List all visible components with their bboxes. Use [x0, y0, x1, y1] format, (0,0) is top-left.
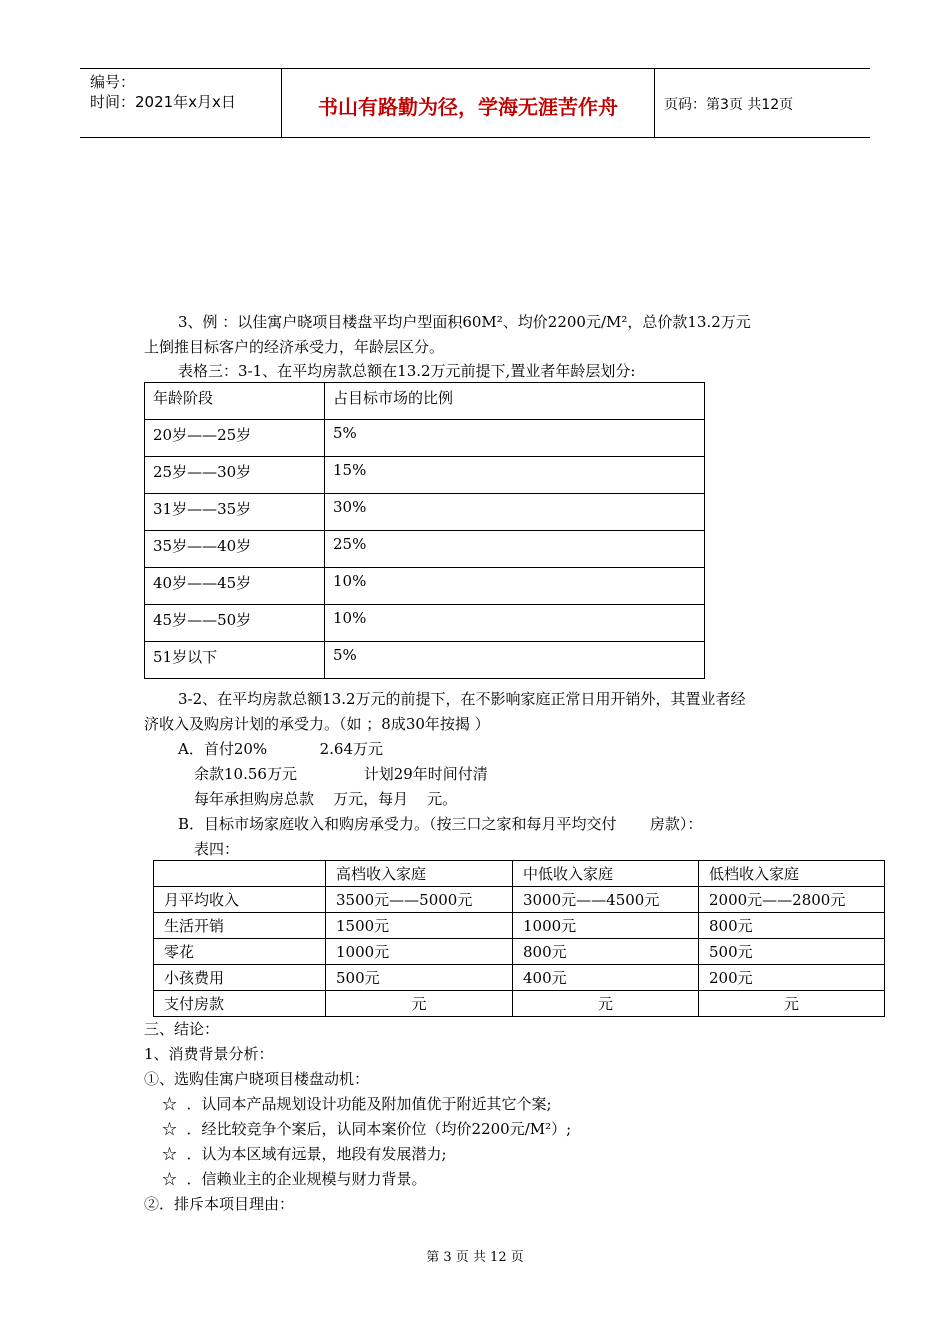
item-a-line1: A．首付20% 2.64万元	[178, 740, 384, 758]
table-cell: 月平均收入	[154, 887, 326, 913]
table-cell: 10%	[325, 605, 705, 642]
header-motto: 书山有路勤为径，学海无涯苦作舟	[318, 95, 618, 119]
table-header-row	[145, 383, 705, 420]
item-b-line: B．目标市场家庭收入和购房承受力。（按三口之家和每月平均交付 房款）：	[178, 815, 703, 833]
table-cell: 小孩费用	[154, 965, 326, 991]
table-cell: 支付房款	[154, 991, 326, 1017]
table-cell: 元	[699, 991, 885, 1017]
table-header-cell	[154, 861, 326, 887]
table-cell: 2000元——2800元	[699, 887, 885, 913]
table-cell: 400元	[513, 965, 699, 991]
paragraph-32-line2: 济收入及购房计划的承受力。（如 ；8成30年按揭 ）	[144, 715, 490, 733]
paragraph-example-line1: 3、例 ：以佳寓户晓项目楼盘平均户型面积60M²、均价2200元/M²，总价款13.2万元	[178, 313, 751, 331]
table-header-row	[154, 861, 885, 887]
table-cell: 40岁——45岁	[145, 568, 325, 605]
table-cell: 15%	[325, 457, 705, 494]
table-row	[145, 494, 705, 531]
table-cell: 31岁——35岁	[145, 494, 325, 531]
table3-caption: 表格三：3-1、在平均房款总额在13.2万元前提下,置业者年龄层划分:	[178, 362, 636, 380]
table-cell: 生活开销	[154, 913, 326, 939]
table-row	[145, 568, 705, 605]
table-cell: 元	[513, 991, 699, 1017]
table-row	[145, 420, 705, 457]
table-header-cell: 高档收入家庭	[326, 861, 513, 887]
subsection-rejection: ②．排斥本项目理由：	[144, 1195, 295, 1213]
table-cell: 3000元——4500元	[513, 887, 699, 913]
table-cell: 5%	[325, 420, 705, 457]
bullet-item: ☆ ．经比较竞争个案后，认同本案价位（均价2200元/M²）;	[162, 1120, 572, 1138]
table-cell: 5%	[325, 642, 705, 679]
table-cell: 3500元——5000元	[326, 887, 513, 913]
table-cell: 20岁——25岁	[145, 420, 325, 457]
table-header-cell: 中低收入家庭	[513, 861, 699, 887]
table-cell: 500元	[326, 965, 513, 991]
table-row	[154, 887, 885, 913]
table-header-cell: 年龄阶段	[145, 383, 325, 420]
table-cell: 800元	[513, 939, 699, 965]
household-income-table	[153, 860, 885, 1017]
table-row	[145, 642, 705, 679]
item-a-line2: 余款10.56万元 计划29年时间付清	[194, 765, 488, 783]
subsection-motive: ①、选购佳寓户晓项目楼盘动机：	[144, 1070, 370, 1088]
bullet-item: ☆ ．信赖业主的企业规模与财力背景。	[162, 1170, 427, 1188]
header-divider	[654, 69, 655, 137]
page-footer: 第 3 页 共 12 页	[426, 1250, 524, 1265]
header-page-info: 页码：第3页 共12页	[664, 97, 794, 113]
table-cell: 元	[326, 991, 513, 1017]
table-cell: 51岁以下	[145, 642, 325, 679]
header-time: 时间：2021年x月x日	[90, 93, 236, 111]
subsection-background: 1、消费背景分析：	[144, 1045, 274, 1063]
table-row	[154, 913, 885, 939]
paragraph-32-line1: 3-2、在平均房款总额13.2万元的前提下，在不影响家庭正常日用开销外，其置业者经	[178, 690, 746, 708]
page-header	[80, 68, 870, 138]
table-cell: 500元	[699, 939, 885, 965]
section-conclusion-title: 三、结论：	[144, 1020, 220, 1038]
header-meta	[90, 72, 236, 112]
table-row	[145, 605, 705, 642]
table-cell: 200元	[699, 965, 885, 991]
table-cell: 零花	[154, 939, 326, 965]
table-row	[145, 531, 705, 568]
table-cell: 1000元	[513, 913, 699, 939]
table-cell: 30%	[325, 494, 705, 531]
header-number: 编号：	[90, 73, 136, 91]
table-cell: 25岁——30岁	[145, 457, 325, 494]
table-header-cell: 占目标市场的比例	[325, 383, 705, 420]
table-row	[154, 991, 885, 1017]
table-cell: 1500元	[326, 913, 513, 939]
table-row	[154, 939, 885, 965]
table-header-cell: 低档收入家庭	[699, 861, 885, 887]
table-cell: 25%	[325, 531, 705, 568]
table-cell: 1000元	[326, 939, 513, 965]
table-row	[154, 965, 885, 991]
table-cell: 800元	[699, 913, 885, 939]
age-distribution-table	[144, 382, 705, 679]
table4-caption: 表四：	[194, 840, 240, 858]
bullet-item: ☆ ．认为本区域有远景，地段有发展潜力;	[162, 1145, 447, 1163]
table-row	[145, 457, 705, 494]
table-cell: 35岁——40岁	[145, 531, 325, 568]
table-cell: 45岁——50岁	[145, 605, 325, 642]
table-cell: 10%	[325, 568, 705, 605]
item-a-line3: 每年承担购房总款 万元，每月 元。	[194, 790, 458, 808]
bullet-item: ☆ ．认同本产品规划设计功能及附加值优于附近其它个案;	[162, 1095, 552, 1113]
paragraph-example-line2: 上倒推目标客户的经济承受力，年龄层区分。	[144, 338, 445, 356]
